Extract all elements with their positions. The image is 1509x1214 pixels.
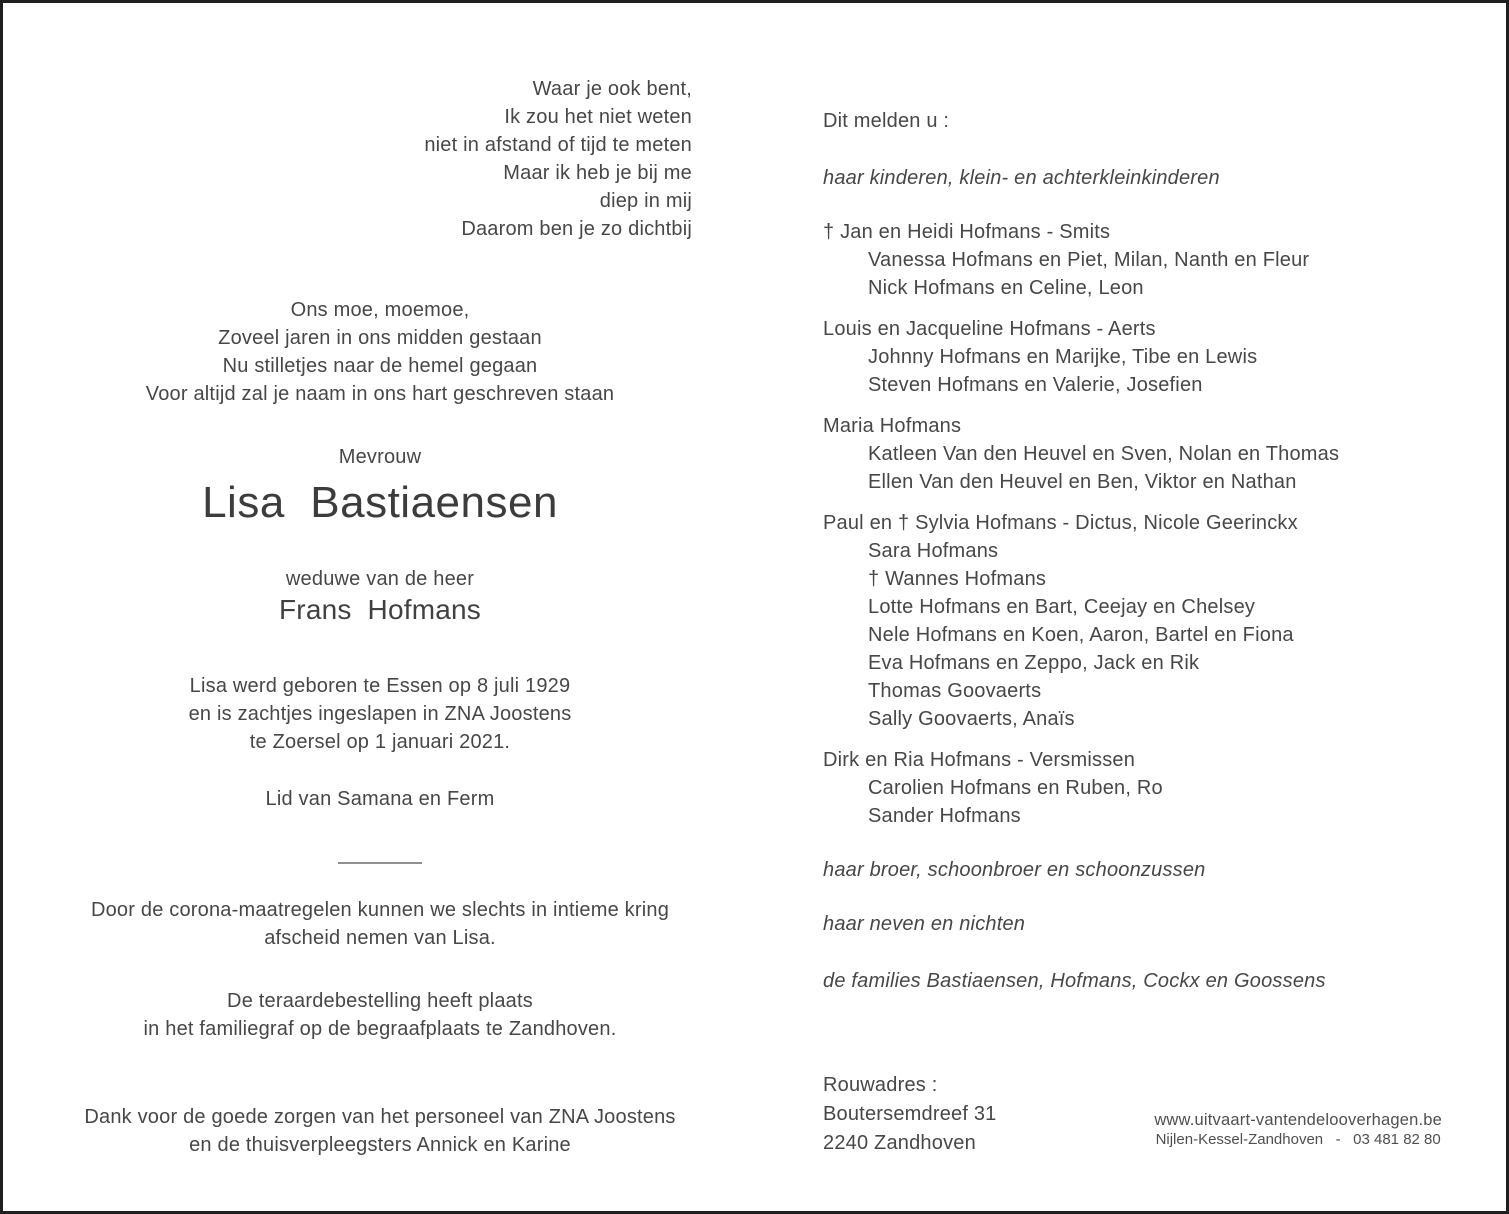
family-member: Sander Hofmans [868, 805, 1021, 827]
widow-label: weduwe van de heer [285, 568, 475, 590]
family-member: Johnny Hofmans en Marijke, Tibe en Lewis [868, 346, 1258, 368]
family-member: Eva Hofmans en Zeppo, Jack en Rik [868, 652, 1200, 674]
funeral-home-info [1154, 1110, 1442, 1150]
family-group-head: † Jan en Heidi Hofmans - Smits [823, 221, 1111, 243]
divider-line [338, 862, 422, 864]
family-group-head: Louis en Jacqueline Hofmans - Aerts [823, 318, 1156, 340]
family-member: Ellen Van den Heuvel en Ben, Viktor en Nathan [868, 471, 1297, 493]
text-line: Nu stilletjes naar de hemel gegaan [222, 355, 538, 377]
family-member: Nick Hofmans en Celine, Leon [868, 277, 1144, 299]
family-member: Nele Hofmans en Koen, Aaron, Bartel en Fiona [868, 624, 1294, 646]
text-line: Dank voor de goede zorgen van het personeel van ZNA Joostens [84, 1106, 676, 1128]
text-line: Ons moe, moemoe, [290, 299, 470, 321]
relation-children: haar kinderen, klein- en achterkleinkinderen [823, 167, 1220, 189]
announcement-header: Dit melden u : [823, 110, 950, 132]
family-member: † Wannes Hofmans [868, 568, 1047, 590]
mourning-address-label: Rouwadres : [823, 1074, 938, 1096]
text-line: Daarom ben je zo dichtbij [461, 218, 692, 240]
salutation: Mevrouw [338, 446, 422, 468]
family-group [823, 746, 1448, 830]
text-line: Zoveel jaren in ons midden gestaan [218, 327, 542, 349]
family-group-head: Paul en † Sylvia Hofmans - Dictus, Nicole Geerinckx [823, 512, 1298, 534]
membership-line: Lid van Samana en Ferm [265, 788, 495, 810]
poem-mother [60, 296, 700, 408]
poem-absence [63, 75, 692, 243]
life-dates [60, 672, 700, 756]
text-line: Boutersemdreef 31 [823, 1103, 997, 1125]
text-line: niet in afstand of tijd te meten [424, 134, 692, 156]
text-line: diep in mij [599, 190, 692, 212]
text-line: en is zachtjes ingeslapen in ZNA Joostens [188, 703, 572, 725]
family-member: Thomas Goovaerts [868, 680, 1042, 702]
family-member: Vanessa Hofmans en Piet, Milan, Nanth en Fleur [868, 249, 1310, 271]
corona-notice [60, 896, 700, 952]
text-line: De teraardebestelling heeft plaats [227, 990, 533, 1012]
family-member: Carolien Hofmans en Ruben, Ro [868, 777, 1163, 799]
funeral-home-website: www.uitvaart-vantendelooverhagen.be [1154, 1111, 1442, 1129]
family-member: Sara Hofmans [868, 540, 999, 562]
deceased-name: Lisa Bastiaensen [202, 478, 558, 527]
text-line: 2240 Zandhoven [823, 1132, 976, 1154]
family-group-head: Maria Hofmans [823, 415, 962, 437]
family-member: Katleen Van den Heuvel en Sven, Nolan en Thomas [868, 443, 1340, 465]
relation-cousins: haar neven en nichten [823, 913, 1026, 935]
family-group [823, 412, 1448, 496]
text-line: Voor altijd zal je naam in ons hart geschreven staan [145, 383, 615, 405]
family-group-head: Dirk en Ria Hofmans - Versmissen [823, 749, 1136, 771]
family-group [823, 218, 1448, 302]
family-member: Steven Hofmans en Valerie, Josefien [868, 374, 1203, 396]
funeral-home-locations-phone: Nijlen-Kessel-Zandhoven - 03 481 82 80 [1155, 1131, 1441, 1148]
text-line: afscheid nemen van Lisa. [264, 927, 496, 949]
text-line: Waar je ook bent, [532, 78, 692, 100]
family-group [823, 509, 1448, 733]
spouse-name: Frans Hofmans [279, 594, 481, 625]
family-group [823, 315, 1448, 399]
text-line: in het familiegraf op de begraafplaats te Zandhoven. [143, 1018, 617, 1040]
text-line: en de thuisverpleegsters Annick en Karine [189, 1134, 571, 1156]
text-line: Door de corona-maatregelen kunnen we slechts in intieme kring [90, 899, 670, 921]
relation-siblings: haar broer, schoonbroer en schoonzussen [823, 859, 1206, 881]
relation-families: de families Bastiaensen, Hofmans, Cockx en Goossens [823, 970, 1326, 992]
text-line: te Zoersel op 1 januari 2021. [249, 731, 511, 753]
text-line: Lisa werd geboren te Essen op 8 juli 1929 [189, 675, 571, 697]
text-line: Ik zou het niet weten [504, 106, 692, 128]
text-line: Maar ik heb je bij me [503, 162, 692, 184]
thanks-note [60, 1103, 700, 1159]
family-member: Sally Goovaerts, Anaïs [868, 708, 1075, 730]
family-list [823, 218, 1448, 843]
family-member: Lotte Hofmans en Bart, Ceejay en Chelsey [868, 596, 1256, 618]
burial-notice [60, 987, 700, 1043]
